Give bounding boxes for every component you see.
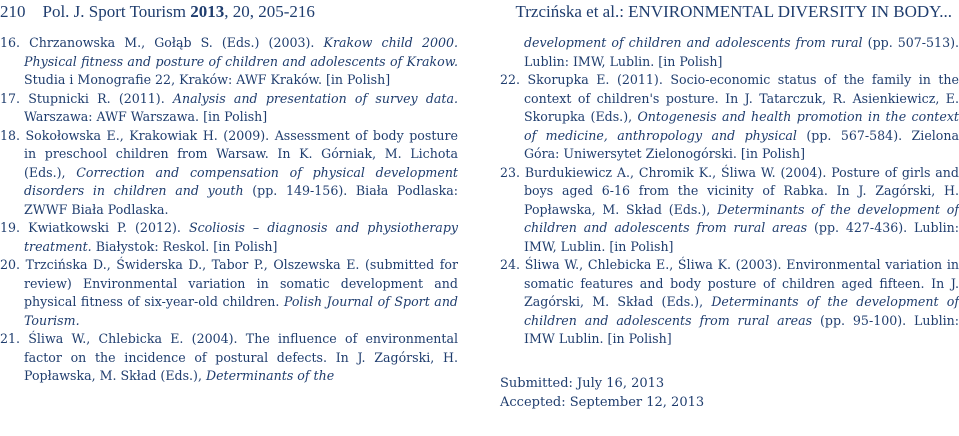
right-column bbox=[500, 34, 959, 412]
ref-text: (pp. 427-436). Lublin: IMW, Lublin. [in Polish] bbox=[524, 220, 959, 254]
reference-22 bbox=[500, 71, 959, 164]
ref-text: Białystok: Reskol. [in Polish] bbox=[91, 238, 278, 254]
ref-title: Analysis and presentation of survey data. bbox=[172, 90, 458, 106]
ref-text: 16. Chrzanowska M., Gołąb S. (Eds.) (2003). bbox=[0, 35, 324, 50]
reference-24 bbox=[500, 256, 959, 349]
ref-text: 24. Śliwa W., Chlebicka E., Śliwa K. (2003). Environmental variation in somatic features and body posture of children aged fifteen. In J. Zagórski, M. Skład (Eds.), bbox=[500, 257, 959, 309]
reference-19 bbox=[0, 219, 458, 256]
header-author-title: Trzcińska et al.: ENVIRONMENTAL DIVERSITY IN BODY... bbox=[515, 2, 952, 21]
reference-20 bbox=[0, 256, 458, 330]
journal-name: Pol. J. Sport Tourism bbox=[42, 2, 186, 21]
reference-16 bbox=[0, 34, 458, 90]
ref-title: Determinants of the development of children and adolescents from rural areas bbox=[524, 201, 959, 235]
ref-text: 22. Skorupka E. (2011). Socio-economic status of the family in the context of children's posture. In J. Tatarczuk, R. Asienkiewicz, E. Skorupka (Eds.), bbox=[500, 72, 959, 124]
ref-text: 17. Stupnicki R. (2011). bbox=[0, 90, 173, 106]
ref-text: (pp. 149-156). Biała Podlaska: ZWWF Biała Podlaska. bbox=[24, 183, 458, 217]
submission-dates bbox=[500, 374, 959, 412]
ref-text: 21. Śliwa W., Chlebicka E. (2004). The influence of environmental factor on the incidence of postural defects. In J. Zagórski, H. Popławska, M. Skład (Eds.), bbox=[0, 331, 458, 383]
page-number: 210 bbox=[0, 2, 26, 21]
ref-title: Determinants of the bbox=[205, 368, 335, 383]
reference-17 bbox=[0, 90, 458, 127]
ref-text: Warszawa: AWF Warszawa. [in Polish] bbox=[24, 109, 268, 124]
journal-year: 2013 bbox=[190, 2, 225, 21]
ref-title: development of children and adolescents from rural bbox=[524, 35, 863, 50]
ref-text: 20. Trzcińska D., Świderska D., Tabor P., Olszewska E. (submitted for review) Environmental variation in somatic development and physical fitness of six-year-old children. bbox=[0, 257, 458, 309]
ref-text: (pp. 567-584). Zielona Góra: Uniwersytet Zielonogórski. [in Polish] bbox=[524, 127, 959, 161]
accepted-date: Accepted: September 12, 2013 bbox=[500, 394, 705, 410]
running-header bbox=[0, 2, 959, 24]
ref-title: Krakow child 2000. Physical fitness and posture of children and adolescents of Krakow. bbox=[24, 35, 458, 69]
ref-text: 19. Kwiatkowski P. (2012). bbox=[0, 220, 189, 235]
ref-text: (pp. 95-100). Lublin: IMW Lublin. [in Polish] bbox=[524, 312, 959, 346]
ref-text: Studia i Monografie 22, Kraków: AWF Kraków. [in Polish] bbox=[24, 72, 391, 87]
reference-23 bbox=[500, 164, 959, 257]
journal-volume-pages: , 20, 205-216 bbox=[224, 2, 315, 21]
ref-title: Scoliosis – diagnosis and physiotherapy treatment. bbox=[24, 220, 458, 254]
left-column bbox=[0, 34, 458, 386]
ref-title: Ontogenesis and health promotion in the context of medicine, anthropology and physical bbox=[524, 109, 959, 143]
reference-18 bbox=[0, 127, 458, 220]
ref-title: Determinants of the development of children and adolescents from rural areas bbox=[524, 294, 959, 328]
reference-21-continued bbox=[500, 34, 959, 71]
ref-text: 18. Sokołowska E., Krakowiak H. (2009). Assessment of body posture in preschool children from Warsaw. In K. Górniak, M. Lichota (Eds.), bbox=[0, 127, 458, 180]
reference-21 bbox=[0, 330, 458, 386]
ref-text: 23. Burdukiewicz A., Chromik K., Śliwa W. (2004). Posture of girls and boys aged 6-16 from the vicinity of Rabka. In J. Zagórski, H. Popławska, M. Skład (Eds.), bbox=[500, 164, 959, 217]
submitted-date: Submitted: July 16, 2013 bbox=[500, 375, 665, 391]
header-left bbox=[0, 2, 315, 22]
ref-title: Polish Journal of Sport and Tourism. bbox=[24, 294, 458, 328]
ref-text: (pp. 507-513). Lublin: IMW, Lublin. [in Polish] bbox=[524, 35, 959, 69]
ref-title: Correction and compensation of physical development disorders in children and youth bbox=[24, 164, 458, 198]
